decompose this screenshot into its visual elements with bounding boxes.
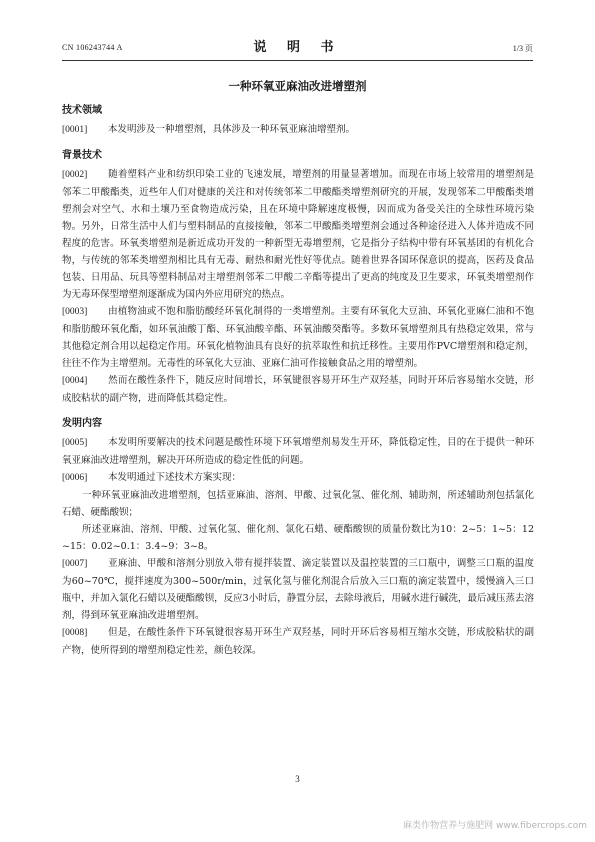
paragraph-number: [0003] [62, 307, 88, 317]
paragraph [62, 121, 534, 139]
header-divider [62, 60, 533, 61]
page-of-indicator: 1/3 页 [512, 44, 533, 53]
document-title: 一种环氧亚麻油改进增塑剂 [228, 79, 367, 93]
paragraph-text: 本发明通过下述技术方案实现： [108, 472, 242, 483]
paragraph-number: [0001] [62, 125, 88, 135]
paragraph-number: [0002] [62, 170, 88, 180]
section-heading: 发明内容 [62, 418, 102, 429]
paragraph-text: 本发明涉及一种增塑剂，具体涉及一种环氧亚麻油增塑剂。 [108, 124, 356, 135]
section-heading: 背景技术 [62, 150, 102, 161]
site-watermark: 麻类作物营养与施肥网 www.fibercrops.com [403, 821, 587, 831]
paragraph-text: 一种环氧亚麻油改进增塑剂，包括亚麻油、溶剂、甲酸、过氧化氢、催化剂、辅助剂，所述辅助剂包括氯化石蜡、硬酯酸钡； [62, 490, 534, 518]
paragraph [62, 434, 534, 469]
paragraph [62, 469, 534, 487]
paragraph [62, 303, 534, 372]
publication-number: CN 106243744 A [62, 43, 123, 52]
paragraph-number: [0006] [62, 473, 88, 483]
paragraph [62, 555, 534, 624]
paragraph-number: [0005] [62, 438, 88, 448]
paragraph-text: 所述亚麻油、溶剂、甲酸、过氧化氢、催化剂、氯化石蜡、硬酯酸钡的质量份数比为10：2~5：1~5：12~15：0.02~0.1：3.4~9：3~8。 [62, 524, 534, 552]
paragraph [62, 372, 534, 407]
page-number: 3 [295, 774, 300, 784]
paragraph-text: 但是，在酸性条件下环氧键很容易开环生产双羟基，同时开环后容易相互缩水交链，形成胶粘状的副产物，使所得到的增塑剂稳定性差，颜色较深。 [62, 627, 534, 656]
section-heading: 技术领域 [62, 105, 102, 116]
paragraph-number: [0007] [62, 559, 88, 569]
paragraph-text: 然而在酸性条件下，随反应时间增长，环氧键很容易开环生产双羟基，同时开环后容易缩水交链，形成胶粘状的副产物，进而降低其稳定性。 [62, 375, 534, 404]
paragraph-text: 亚麻油、甲酸和溶剂分别放入带有搅拌装置、滴定装置以及温控装置的三口瓶中，调整三口瓶的温度为60~70℃，搅拌速度为300~500r/min，过氧化氢与催化剂混合后放入三口瓶的滴定装置中，缓慢滴入三口瓶中，并加入氯化石蜡以及硬酯酸钡，反应3小时后，静置分层，去除母液后，用碱水进行碱洗，最后减压蒸去溶剂，得到环氧亚麻油改进增塑剂。 [62, 558, 534, 621]
paragraph-number: [0008] [62, 628, 88, 638]
paragraph-number: [0004] [62, 376, 88, 386]
paragraph [62, 487, 534, 521]
document-type: 说 明 书 [253, 40, 342, 55]
page-header [62, 36, 533, 58]
paragraph-text: 本发明所要解决的技术问题是酸性环境下环氧增塑剂易发生开环，降低稳定性，目的在于提供一种环氧亚麻油改进增塑剂，解决开环所造成的稳定性低的问题。 [62, 437, 534, 466]
paragraph-text: 随着塑料产业和纺织印染工业的飞速发展，增塑剂的用量显著增加。而现在市场上较常用的增塑剂是邻苯二甲酸酯类，近些年人们对健康的关注和对传统邻苯二甲酸酯类增塑剂研究的开展，发现邻苯二甲酸酯类增塑剂会对空气、水和土壤乃至食物造成污染，且在环境中降解速度极慢，因而成为备受关注的全球性环境污染物。另外，日常生活中人们与塑料制品的直接接触，邻苯二甲酸酯类增塑剂会通过各种途径进入人体并造成不同程度的危害。环氧类增塑剂是新近成功开发的一种新型无毒增塑剂，它是指分子结构中带有环氧基团的有机化合物，与传统的邻苯类增塑剂相比具有无毒、耐热和耐光性好等优点。随着世界各国环保意识的提高，医药及食品包装、日用品、玩具等塑料制品对主增塑剂邻苯二甲酸二辛酯等提出了更高的纯度及卫生要求，环氧类增塑剂作为无毒环保型增塑剂逐渐成为国内外应用研究的热点。 [62, 169, 534, 300]
document-body [62, 104, 534, 659]
paragraph-text: 由植物油或不饱和脂肪酸经环氧化制得的一类增塑剂。主要有环氧化大豆油、环氧化亚麻仁油和不饱和脂肪酸环氧化酯，如环氧油酸丁酯、环氧油酸辛酯、环氧油酸癸酯等。多数环氧增塑剂具有热稳定效果，常与其他稳定剂合用以起稳定作用。环氧化植物油具有良好的抗萃取性和抗迁移性。主要用作PVC增塑剂和稳定剂，往往不作为主增塑剂。无毒性的环氧化大豆油、亚麻仁油可作接触食品之用的增塑剂。 [62, 306, 534, 369]
paragraph [62, 166, 534, 303]
paragraph [62, 521, 534, 555]
paragraph [62, 624, 534, 659]
